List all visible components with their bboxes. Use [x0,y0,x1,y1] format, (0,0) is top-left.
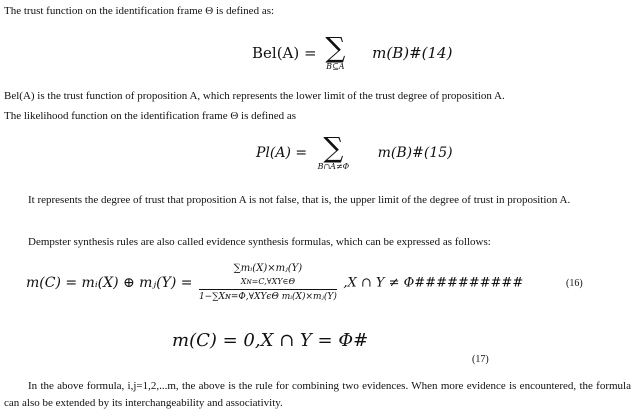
equation-14-sum-subscript: B⊆A [326,62,345,71]
equation-16-number: (16) [566,278,583,289]
equation-17: m(C) = 0,X ∩ Y = Φ# [172,330,369,351]
equation-16-lhs: m(C) = mᵢ(X) ⊕ mⱼ(Y) = [26,275,193,291]
equation-15-sum-subscript: B∩A≠Φ [317,162,350,171]
equation-15-rhs: m(B)#(15) [377,145,453,161]
equation-14-lhs: Bel(A) = [252,44,317,62]
summation-sign: ∑ [325,31,346,64]
paragraph-trust-intro: The trust function on the identification frame Θ is defined as: [4,5,275,17]
paragraph-bel-description: Bel(A) is the trust function of proposition A, which represents the lower limit of the trust degree of proposition A. [4,90,505,102]
equation-17-number: (17) [472,354,489,365]
equation-16-numerator-subscript: Xɴ=C,∀XY∈Θ [240,277,296,286]
equation-16 [26,262,523,304]
paragraph-pl-description: It represents the degree of trust that proposition A is not false, that is, the upper limit of the degree of trust in proposition A. [28,194,571,206]
equation-15 [256,131,453,172]
equation-16-fraction [199,262,337,304]
summation-sign: ∑ [323,131,344,164]
equation-16-denominator: 1−∑Xɴ=Φ,∀XYϵΘ mᵢ(X)×mⱼ(Y) [198,292,337,302]
equation-14 [252,31,453,72]
paragraph-dempster-intro: Dempster synthesis rules are also called evidence synthesis formulas, which can be expressed as follows: [28,236,491,248]
paragraph-likelihood-intro: The likelihood function on the identification frame Θ is defined as [4,110,297,122]
equation-16-tail: ,X ∩ Y ≠ Φ########## [343,275,524,291]
fraction-bar [199,289,337,290]
equation-15-sum [317,131,350,172]
equation-14-rhs: m(B)#(14) [372,44,453,62]
equation-15-lhs: Pl(A) = [256,145,308,161]
equation-14-sum [325,31,346,72]
paragraph-formula-explanation: In the above formula, i,j=1,2,...m, the above is the rule for combining two evidences. When more evidence is encountered, the formula can also be extended by its interchangeability and associativity. [4,380,631,409]
equation-16-numerator: ∑mᵢ(X)×mⱼ(Y) [233,263,303,274]
